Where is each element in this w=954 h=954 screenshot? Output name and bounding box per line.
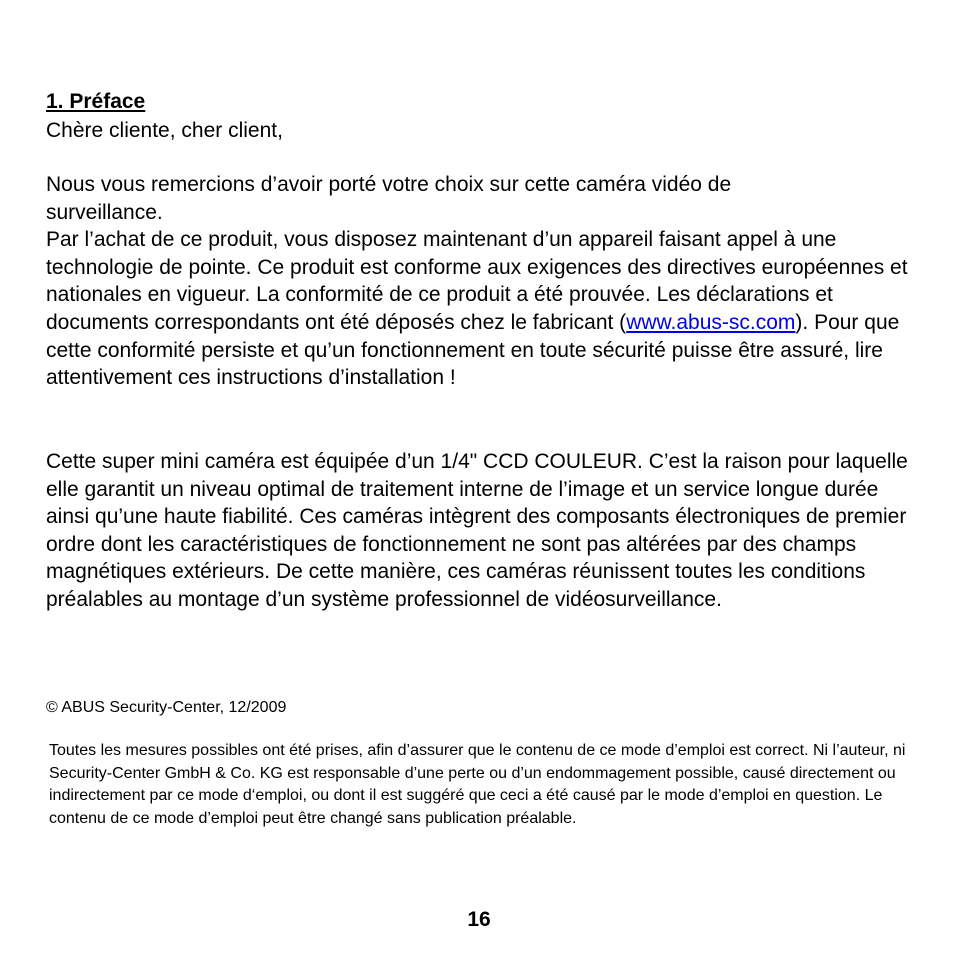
page-number: 16 bbox=[467, 908, 491, 931]
camera-description-paragraph: Cette super mini caméra est équipée d’un 1/4" CCD COULEUR. C’est la raison pour laquelle elle garantit un niveau optimal de traitement interne de l’image et un service longue durée ainsi qu’une haute fiabilité. Ces caméras intègrent des composants électroniques de premier ordre dont les caractéristiques de fonctionnement ne sont pas altérées par des champs magnétiques extérieurs. De cette manière, ces caméras réunissent toutes les conditions préalables au montage d’un système professionnel de vidéosurveillance. bbox=[46, 450, 908, 611]
intro-paragraph bbox=[46, 171, 916, 392]
copyright-notice: © ABUS Security-Center, 12/2009 bbox=[46, 699, 287, 716]
website-link[interactable]: www.abus-sc.com bbox=[626, 310, 796, 334]
intro-body-after-link: ). Pour que cette conformité persiste et qu’un fonctionnement en toute sécurité puisse être assuré, lire attentivement ces instructions d’installation ! bbox=[46, 310, 900, 390]
disclaimer-paragraph: Toutes les mesures possibles ont été prises, afin d’assurer que le contenu de ce mode d’emploi est correct. Ni l’auteur, ni Security-Center GmbH & Co. KG est responsable d’une perte ou d’un endommagement possible, causé directement ou indirectement par ce mode d‘emploi, ou dont il est suggéré que ceci a été causé par le mode d’emploi en question. Le contenu de ce mode d’emploi peut être changé sans publication préalable. bbox=[49, 742, 906, 827]
intro-body-before-link: Par l’achat de ce produit, vous disposez maintenant d’un appareil faisant appel à une technologie de pointe. Ce produit est conforme aux exigences des directives européennes et nationales en vigueur. La conformité de ce produit a été prouvée. Les déclarations et documents correspondants ont été déposés chez le fabricant ( bbox=[46, 228, 908, 334]
intro-line-1: Nous vous remercions d’avoir porté votre choix sur cette caméra vidéo de bbox=[46, 173, 732, 196]
greeting: Chère cliente, cher client, bbox=[46, 119, 283, 142]
section-title: 1. Préface bbox=[46, 90, 146, 113]
intro-line-2: surveillance. bbox=[46, 200, 163, 224]
